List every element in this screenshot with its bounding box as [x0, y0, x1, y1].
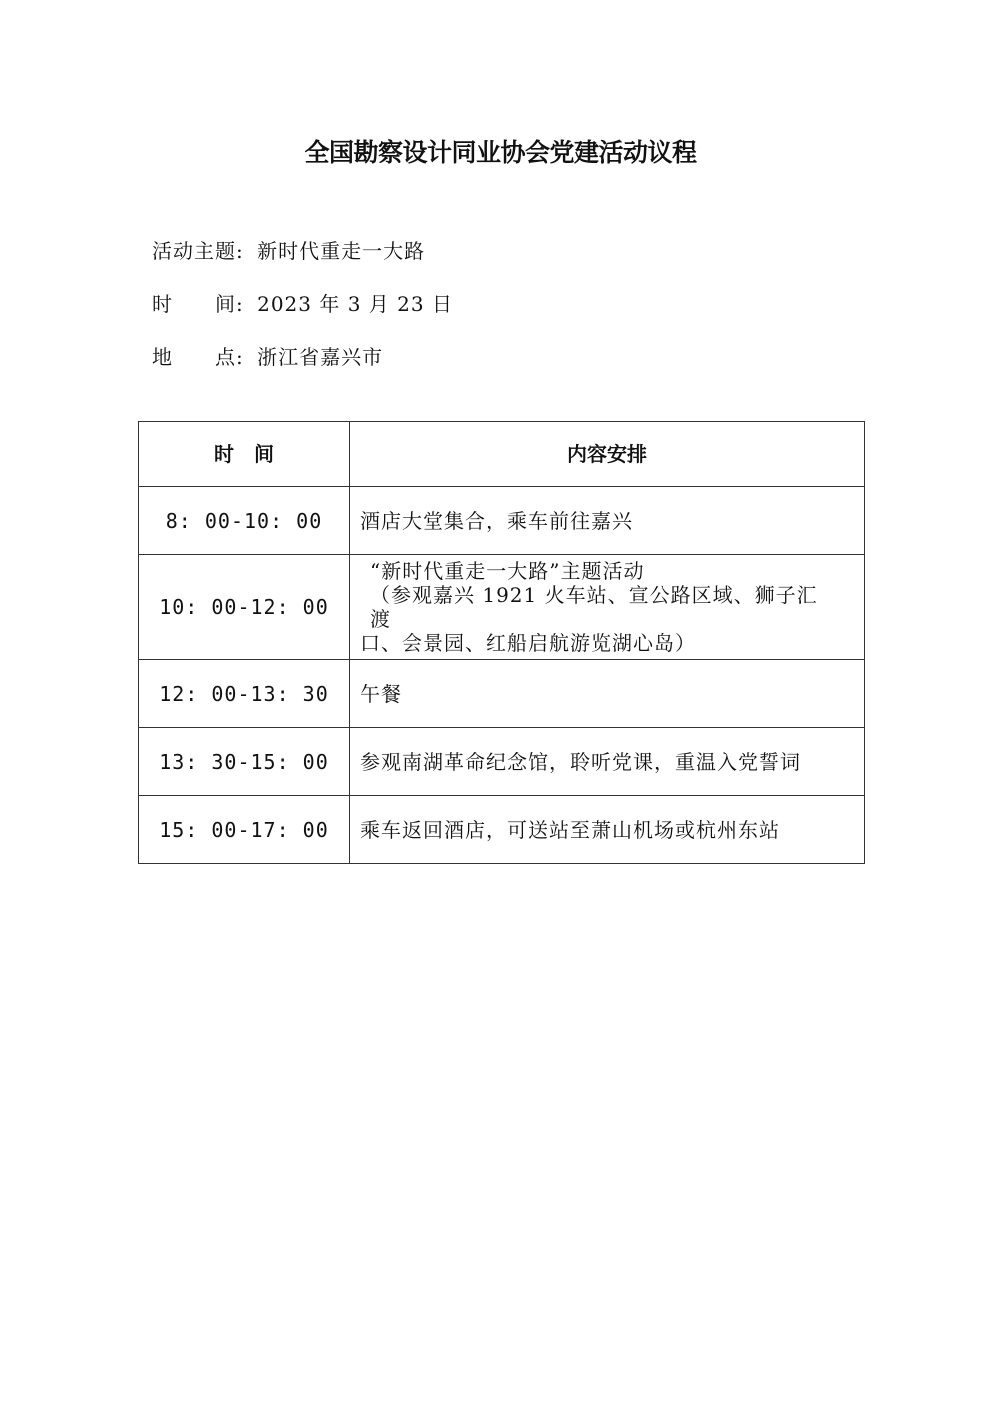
table-header-row [139, 422, 865, 487]
row-content-line: “新时代重走一大路”主题活动 [370, 559, 645, 583]
row-time: 8: 00-10: 00 [139, 487, 350, 555]
row-time: 13: 30-15: 00 [139, 728, 350, 796]
row-content: 酒店大堂集合，乘车前往嘉兴 [350, 487, 865, 555]
table-row [139, 796, 865, 864]
info-theme-value: 新时代重走一大路 [257, 239, 426, 263]
header-time: 时 间 [139, 422, 350, 487]
row-time: 15: 00-17: 00 [139, 796, 350, 864]
row-time: 10: 00-12: 00 [139, 555, 350, 660]
agenda-table [138, 421, 865, 864]
row-content-line: 口、会景园、红船启航游览湖心岛） [360, 631, 696, 655]
table-row [139, 660, 865, 728]
row-content: 乘车返回酒店，可送站至萧山机场或杭州东站 [350, 796, 865, 864]
info-place-value: 浙江省嘉兴市 [257, 345, 384, 369]
info-time-value: 2023 年 3 月 23 日 [257, 292, 453, 316]
info-place-label: 地 点: [152, 345, 244, 369]
table-row [139, 487, 865, 555]
info-time-label: 时 间: [152, 292, 244, 316]
table-row [139, 555, 865, 660]
info-place-row [152, 342, 383, 372]
header-content: 内容安排 [350, 422, 865, 487]
info-time-row [152, 289, 453, 319]
row-content: 参观南湖革命纪念馆，聆听党课，重温入党誓词 [350, 728, 865, 796]
table-row [139, 728, 865, 796]
row-content: 午餐 [350, 660, 865, 728]
info-theme-label: 活动主题: [152, 239, 244, 263]
info-theme-row [152, 236, 425, 266]
row-content [350, 555, 865, 660]
page-title: 全国勘察设计同业协会党建活动议程 [304, 138, 697, 167]
row-time: 12: 00-13: 30 [139, 660, 350, 728]
row-content-line: （参观嘉兴 1921 火车站、宣公路区域、狮子汇渡 [370, 583, 818, 631]
